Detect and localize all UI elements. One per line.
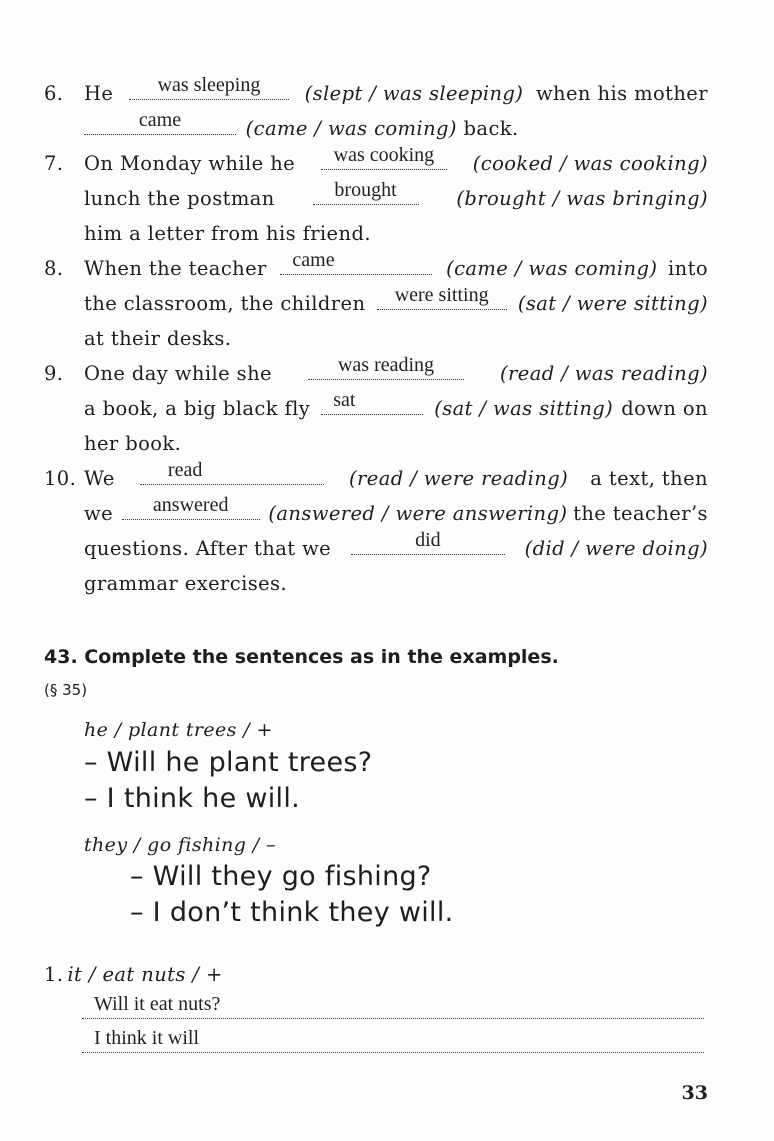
sentence-text: a book, a big black fly [84,397,311,420]
sentence-text: the classroom, the children [84,292,366,315]
item-6-line-2 [0,109,774,142]
item-number: 10. [44,467,77,490]
answer-blank[interactable] [351,529,505,555]
sentence-text: at their desks. [84,327,232,350]
sentence-text: When the teacher [84,257,267,280]
item-10-line-2 [0,494,774,527]
sentence-text: We [84,467,115,490]
handwritten-answer: were sitting [394,284,489,306]
options: (came / was coming) [245,117,457,140]
item-9-line-2 [0,389,774,422]
handwritten-answer: Will it eat nuts? [94,993,221,1015]
options: (did / were doing) [524,537,708,560]
example-1-answer: – I think he will. [84,783,301,814]
example-2-prompt: they / go fishing / – [84,834,276,856]
sentence-text: lunch the postman [84,187,275,210]
task-number: 1. [44,963,64,986]
options: (brought / was bringing) [456,187,708,210]
answer-blank[interactable] [129,74,289,100]
answer-blank[interactable] [280,249,432,275]
handwritten-answer: sat [333,389,356,411]
item-7-line-1 [0,144,774,177]
example-2-question: – Will they go fishing? [130,861,432,892]
answer-blank[interactable] [84,109,236,135]
sentence-text: when his mother [535,82,708,105]
grammar-reference: (§ 35) [44,681,88,699]
handwritten-answer: answered [152,494,229,516]
sentence-text: He [84,82,114,105]
task-1-prompt-line [44,962,223,988]
handwritten-answer: was reading [337,354,435,376]
item-number: 9. [44,362,64,385]
sentence-text: him a letter from his friend. [84,222,371,245]
item-8-line-2 [0,284,774,317]
sentence-text: we [84,502,114,525]
answer-line-1[interactable] [82,994,704,1019]
handwritten-answer: read [167,459,203,481]
answer-blank[interactable] [122,494,260,520]
sentence-text: into [668,257,708,280]
answer-blank[interactable] [321,144,447,170]
options: (read / was reading) [500,362,708,385]
item-10-line-1 [0,459,774,492]
sentence-text: On Monday while he [84,152,296,175]
exercise-heading: 43. Complete the sentences as in the examples. [44,646,559,668]
sentence-text: One day while she [84,362,272,385]
options: (cooked / was cooking) [472,152,708,175]
sentence-text: the teacher’s [573,502,708,525]
handwritten-answer: did [415,529,441,551]
item-number: 8. [44,257,64,280]
item-number: 7. [44,152,64,175]
sentence-text: questions. After that we [84,537,332,560]
options: (answered / were answering) [268,502,568,525]
answer-blank[interactable] [321,389,423,415]
options: (slept / was sleeping) [304,82,524,105]
answer-blank[interactable] [377,284,507,310]
item-9-line-1 [0,354,774,387]
options: (sat / were sitting) [517,292,708,315]
sentence-text: back. [463,117,519,140]
handwritten-answer: came [292,249,335,271]
handwritten-answer: I think it will [94,1027,199,1049]
item-8-line-1 [0,249,774,282]
options: (read / were reading) [349,467,569,490]
example-2-answer: – I don’t think they will. [130,897,454,928]
options: (sat / was sitting) [434,397,614,420]
task-prompt: it / eat nuts / + [67,963,223,986]
example-1-prompt: he / plant trees / + [84,719,273,741]
item-6-line-1 [0,74,774,107]
answer-blank[interactable] [140,459,324,485]
answer-blank[interactable] [313,179,419,205]
sentence-text: her book. [84,432,182,455]
handwritten-answer: was sleeping [157,74,261,96]
item-number: 6. [44,82,64,105]
sentence-text: grammar exercises. [84,572,288,595]
sentence-text: down on [621,397,708,420]
item-7-line-2 [0,179,774,212]
sentence-text: a text, then [590,467,708,490]
handwritten-answer: came [138,109,182,131]
item-10-line-3 [0,529,774,562]
example-1-question: – Will he plant trees? [84,747,373,778]
page-number: 33 [681,1082,708,1104]
handwritten-answer: was cooking [333,144,435,166]
answer-line-2[interactable] [82,1028,704,1053]
options: (came / was coming) [446,257,658,280]
handwritten-answer: brought [334,179,397,201]
answer-blank[interactable] [308,354,464,380]
